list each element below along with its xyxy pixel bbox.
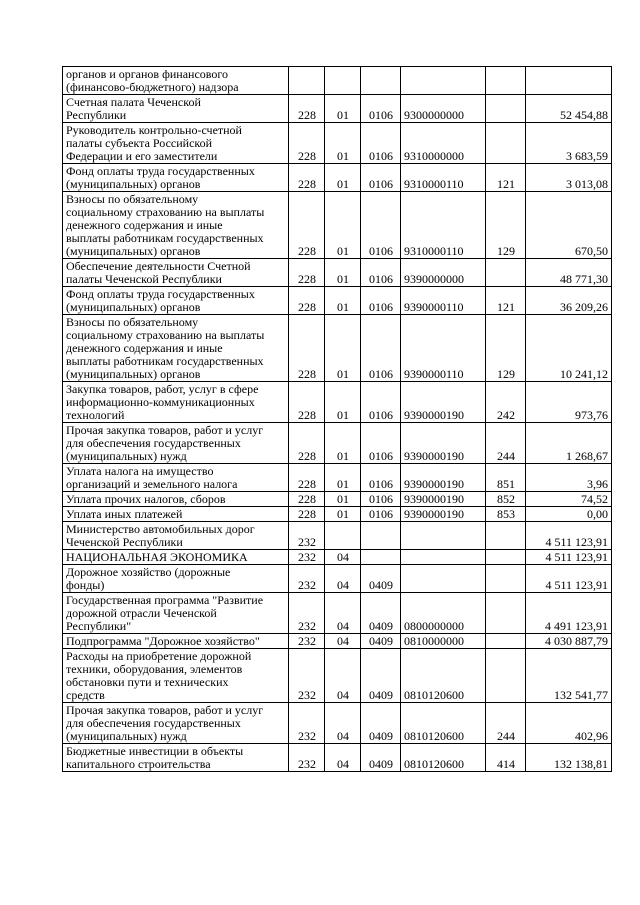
ministry-code-cell: 228	[289, 382, 325, 423]
ministry-code-cell: 232	[289, 593, 325, 634]
item-name-line: Фонд оплаты труда государственных	[66, 164, 255, 178]
ministry-code-cell: 228	[289, 315, 325, 382]
section-code-cell: 01	[325, 259, 361, 287]
item-name-line: Республики"	[66, 619, 132, 633]
expense-type-cell	[486, 95, 526, 123]
amount-cell: 1 268,67	[526, 423, 612, 464]
target-article-cell: 9390000110	[401, 287, 486, 315]
table-row	[63, 550, 612, 565]
item-name-cell	[63, 464, 289, 492]
amount-cell: 36 209,26	[526, 287, 612, 315]
item-name-line: палаты Чеченской Республики	[66, 272, 222, 286]
expense-type-cell: 853	[486, 507, 526, 522]
ministry-code-cell: 228	[289, 287, 325, 315]
item-name-line: Взносы по обязательному	[66, 315, 199, 329]
section-code-cell: 01	[325, 95, 361, 123]
item-name-line: (муниципальных) нужд	[66, 449, 187, 463]
ministry-code-cell: 228	[289, 95, 325, 123]
section-code-cell: 04	[325, 634, 361, 649]
table-row	[63, 95, 612, 123]
expense-type-cell	[486, 123, 526, 164]
table-row	[63, 287, 612, 315]
expense-type-cell	[486, 522, 526, 550]
item-name-line: Федерации и его заместители	[66, 149, 218, 163]
item-name-line: фонды)	[66, 578, 105, 592]
amount-cell: 3 013,08	[526, 164, 612, 192]
item-name-line: дорожной отрасли Чеченской	[66, 606, 217, 620]
expense-type-cell	[486, 565, 526, 593]
subsection-code-cell: 0106	[361, 492, 401, 507]
expense-type-cell: 244	[486, 703, 526, 744]
table-row	[63, 593, 612, 634]
item-name-line: (муниципальных) органов	[66, 300, 201, 314]
expense-type-cell: 121	[486, 164, 526, 192]
ministry-code-cell: 228	[289, 507, 325, 522]
target-article-cell: 9390000190	[401, 423, 486, 464]
subsection-code-cell	[361, 522, 401, 550]
table-row	[63, 123, 612, 164]
item-name-line: (муниципальных) органов	[66, 367, 201, 381]
ministry-code-cell: 232	[289, 649, 325, 703]
expense-type-cell: 244	[486, 423, 526, 464]
expense-type-cell	[486, 67, 526, 95]
table-row	[63, 634, 612, 649]
target-article-cell: 9310000000	[401, 123, 486, 164]
item-name-line: Министерство автомобильных дорог	[66, 522, 255, 536]
amount-cell: 132 541,77	[526, 649, 612, 703]
item-name-cell	[63, 703, 289, 744]
section-code-cell: 04	[325, 703, 361, 744]
expense-type-cell	[486, 593, 526, 634]
amount-cell: 3 683,59	[526, 123, 612, 164]
section-code-cell: 01	[325, 382, 361, 423]
section-code-cell: 04	[325, 744, 361, 772]
item-name-cell	[63, 164, 289, 192]
subsection-code-cell: 0106	[361, 287, 401, 315]
amount-cell: 0,00	[526, 507, 612, 522]
amount-cell: 4 030 887,79	[526, 634, 612, 649]
item-name-cell	[63, 423, 289, 464]
item-name-line: Дорожное хозяйство (дорожные	[66, 565, 231, 579]
subsection-code-cell: 0409	[361, 703, 401, 744]
target-article-cell: 9310000110	[401, 192, 486, 259]
amount-cell: 402,96	[526, 703, 612, 744]
expense-type-cell: 242	[486, 382, 526, 423]
ministry-code-cell: 232	[289, 634, 325, 649]
table-row	[63, 649, 612, 703]
item-name-line: (муниципальных) органов	[66, 244, 201, 258]
subsection-code-cell: 0106	[361, 423, 401, 464]
item-name-cell	[63, 382, 289, 423]
amount-cell: 973,76	[526, 382, 612, 423]
subsection-code-cell: 0409	[361, 593, 401, 634]
table-row	[63, 703, 612, 744]
item-name-line: (муниципальных) органов	[66, 177, 201, 191]
subsection-code-cell: 0106	[361, 382, 401, 423]
item-name-cell	[63, 649, 289, 703]
subsection-code-cell: 0106	[361, 192, 401, 259]
item-name-line: Республики	[66, 108, 127, 122]
amount-cell: 4 491 123,91	[526, 593, 612, 634]
subsection-code-cell: 0409	[361, 744, 401, 772]
item-name-line: Фонд оплаты труда государственных	[66, 287, 255, 301]
amount-cell: 4 511 123,91	[526, 550, 612, 565]
target-article-cell: 0810120600	[401, 703, 486, 744]
item-name-line: Прочая закупка товаров, работ и услуг	[66, 423, 264, 437]
table-row	[63, 315, 612, 382]
section-code-cell	[325, 522, 361, 550]
item-name-line: информационно-коммуникационных	[66, 395, 255, 409]
item-name-line: Расходы на приобретение дорожной	[66, 649, 252, 663]
item-name-line: Бюджетные инвестиции в объекты	[66, 744, 244, 758]
amount-cell: 4 511 123,91	[526, 565, 612, 593]
expense-type-cell: 121	[486, 287, 526, 315]
ministry-code-cell: 228	[289, 464, 325, 492]
subsection-code-cell: 0106	[361, 464, 401, 492]
ministry-code-cell: 228	[289, 492, 325, 507]
expense-type-cell: 129	[486, 315, 526, 382]
expense-type-cell: 414	[486, 744, 526, 772]
subsection-code-cell: 0106	[361, 123, 401, 164]
item-name-line: Прочая закупка товаров, работ и услуг	[66, 703, 264, 717]
target-article-cell: 0810120600	[401, 649, 486, 703]
target-article-cell: 9390000000	[401, 259, 486, 287]
subsection-code-cell: 0409	[361, 649, 401, 703]
amount-cell: 10 241,12	[526, 315, 612, 382]
subsection-code-cell: 0106	[361, 164, 401, 192]
item-name-cell	[63, 123, 289, 164]
section-code-cell: 01	[325, 192, 361, 259]
item-name-line: денежного содержания и иные	[66, 218, 223, 232]
section-code-cell: 04	[325, 550, 361, 565]
item-name-cell	[63, 315, 289, 382]
subsection-code-cell: 0106	[361, 259, 401, 287]
ministry-code-cell: 228	[289, 123, 325, 164]
expense-type-cell: 851	[486, 464, 526, 492]
subsection-code-cell: 0106	[361, 95, 401, 123]
target-article-cell: 9390000190	[401, 492, 486, 507]
item-name-line: социальному страхованию на выплаты	[66, 205, 265, 219]
subsection-code-cell: 0106	[361, 507, 401, 522]
item-name-cell	[63, 744, 289, 772]
target-article-cell: 0810120600	[401, 744, 486, 772]
table-row	[63, 259, 612, 287]
section-code-cell: 01	[325, 287, 361, 315]
item-name-cell	[63, 565, 289, 593]
item-name-cell	[63, 192, 289, 259]
item-name-line: для обеспечения государственных	[66, 716, 241, 730]
section-code-cell: 04	[325, 593, 361, 634]
section-code-cell: 04	[325, 649, 361, 703]
ministry-code-cell: 228	[289, 164, 325, 192]
item-name-cell	[63, 507, 289, 522]
item-name-line: Руководитель контрольно-счетной	[66, 123, 242, 137]
ministry-code-cell: 228	[289, 259, 325, 287]
target-article-cell: 9390000190	[401, 464, 486, 492]
item-name-line: денежного содержания и иные	[66, 341, 223, 355]
expense-type-cell: 129	[486, 192, 526, 259]
item-name-cell	[63, 287, 289, 315]
ministry-code-cell: 232	[289, 522, 325, 550]
item-name-line: органов и органов финансового	[66, 67, 228, 81]
section-code-cell: 01	[325, 123, 361, 164]
item-name-line: Подпрограмма "Дорожное хозяйство"	[66, 634, 260, 648]
expense-type-cell: 852	[486, 492, 526, 507]
amount-cell: 670,50	[526, 192, 612, 259]
table-row	[63, 507, 612, 522]
table-row	[63, 565, 612, 593]
amount-cell: 48 771,30	[526, 259, 612, 287]
item-name-line: организаций и земельного налога	[66, 477, 238, 491]
amount-cell: 4 511 123,91	[526, 522, 612, 550]
table-row	[63, 67, 612, 95]
target-article-cell: 0800000000	[401, 593, 486, 634]
amount-cell: 3,96	[526, 464, 612, 492]
subsection-code-cell: 0106	[361, 315, 401, 382]
table-body	[63, 67, 612, 772]
table-row	[63, 522, 612, 550]
item-name-line: капитального строительства	[66, 757, 211, 771]
ministry-code-cell: 228	[289, 423, 325, 464]
target-article-cell: 9390000190	[401, 382, 486, 423]
table-row	[63, 192, 612, 259]
section-code-cell: 04	[325, 565, 361, 593]
table-row	[63, 464, 612, 492]
subsection-code-cell: 0409	[361, 634, 401, 649]
target-article-cell: 9390000190	[401, 507, 486, 522]
section-code-cell	[325, 67, 361, 95]
item-name-line: Обеспечение деятельности Счетной	[66, 259, 251, 273]
ministry-code-cell: 232	[289, 744, 325, 772]
amount-cell: 52 454,88	[526, 95, 612, 123]
target-article-cell	[401, 522, 486, 550]
item-name-line: технологий	[66, 408, 125, 422]
item-name-line: Уплата налога на имущество	[66, 464, 214, 478]
section-code-cell: 01	[325, 464, 361, 492]
item-name-cell	[63, 492, 289, 507]
target-article-cell: 9300000000	[401, 95, 486, 123]
section-code-cell: 01	[325, 507, 361, 522]
item-name-line: для обеспечения государственных	[66, 436, 241, 450]
section-code-cell: 01	[325, 315, 361, 382]
item-name-line: палаты субъекта Российской	[66, 136, 213, 150]
item-name-cell	[63, 634, 289, 649]
expense-type-cell	[486, 550, 526, 565]
subsection-code-cell	[361, 550, 401, 565]
subsection-code-cell	[361, 67, 401, 95]
target-article-cell	[401, 67, 486, 95]
ministry-code-cell: 232	[289, 703, 325, 744]
expense-type-cell	[486, 649, 526, 703]
target-article-cell: 9310000110	[401, 164, 486, 192]
item-name-line: средств	[66, 688, 105, 702]
target-article-cell	[401, 565, 486, 593]
item-name-cell	[63, 67, 289, 95]
item-name-line: Государственная программа "Развитие	[66, 593, 264, 607]
ministry-code-cell: 228	[289, 192, 325, 259]
item-name-line: техники, оборудования, элементов	[66, 662, 243, 676]
item-name-line: выплаты работникам государственных	[66, 231, 264, 245]
item-name-line: социальному страхованию на выплаты	[66, 328, 265, 342]
amount-cell: 74,52	[526, 492, 612, 507]
expense-type-cell	[486, 634, 526, 649]
item-name-cell	[63, 259, 289, 287]
item-name-line: Счетная палата Чеченской	[66, 95, 201, 109]
item-name-line: Закупка товаров, работ, услуг в сфере	[66, 382, 259, 396]
item-name-line: Уплата иных платежей	[66, 507, 183, 521]
target-article-cell	[401, 550, 486, 565]
table-row	[63, 744, 612, 772]
ministry-code-cell	[289, 67, 325, 95]
item-name-line: (финансово-бюджетного) надзора	[66, 80, 239, 94]
item-name-line: выплаты работникам государственных	[66, 354, 264, 368]
item-name-line: НАЦИОНАЛЬНАЯ ЭКОНОМИКА	[66, 550, 248, 564]
item-name-cell	[63, 522, 289, 550]
table-row	[63, 423, 612, 464]
section-code-cell: 01	[325, 164, 361, 192]
table-row	[63, 382, 612, 423]
item-name-line: Чеченской Республики	[66, 535, 183, 549]
amount-cell	[526, 67, 612, 95]
table-row	[63, 492, 612, 507]
item-name-line: Уплата прочих налогов, сборов	[66, 492, 226, 506]
item-name-cell	[63, 95, 289, 123]
target-article-cell: 0810000000	[401, 634, 486, 649]
budget-table	[62, 66, 612, 772]
ministry-code-cell: 232	[289, 565, 325, 593]
table-row	[63, 164, 612, 192]
subsection-code-cell: 0409	[361, 565, 401, 593]
item-name-line: (муниципальных) нужд	[66, 729, 187, 743]
section-code-cell: 01	[325, 492, 361, 507]
item-name-line: Взносы по обязательному	[66, 192, 199, 206]
amount-cell: 132 138,81	[526, 744, 612, 772]
section-code-cell: 01	[325, 423, 361, 464]
ministry-code-cell: 232	[289, 550, 325, 565]
item-name-cell	[63, 593, 289, 634]
item-name-cell	[63, 550, 289, 565]
target-article-cell: 9390000110	[401, 315, 486, 382]
item-name-line: обстановки пути и технических	[66, 675, 229, 689]
expense-type-cell	[486, 259, 526, 287]
